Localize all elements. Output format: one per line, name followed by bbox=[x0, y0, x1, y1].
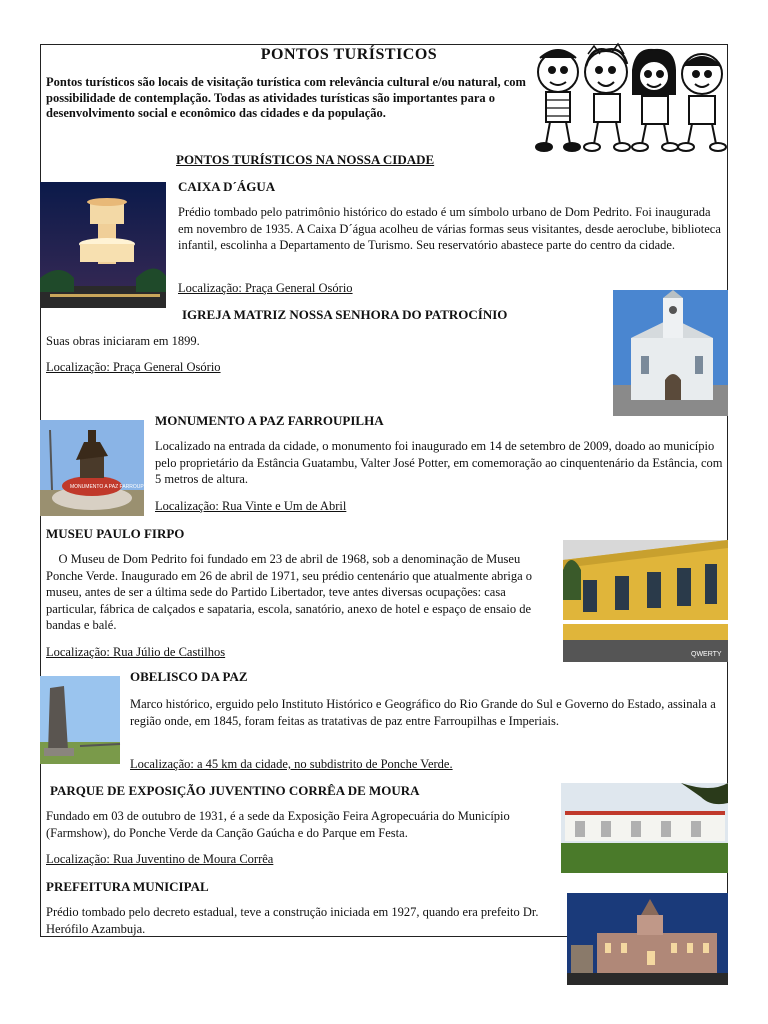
section-heading-parque: PARQUE DE EXPOSIÇÃO JUVENTINO CORRÊA DE MOURA bbox=[50, 783, 420, 798]
section-text-obelisco: Marco histórico, erguido pelo Instituto Histórico e Geográfico do Rio Grande do Sul e Governo do Estado, assinala a região onde, em 1845, foram feitas as tratativas de paz entre Farroupilhas e Imperiais. bbox=[130, 697, 716, 728]
section-heading-monumento: MONUMENTO A PAZ FARROUPILHA bbox=[155, 413, 384, 428]
caixa-dagua-photo bbox=[40, 182, 166, 308]
section-text-caixa-dagua: Prédio tombado pelo patrimônio histórico do estado é um símbolo urbano de Dom Pedrito. Foi inaugurada em novembro de 1935. A Caixa D´água acolheu de várias formas seus visitantes, desde aeroclube, biblioteca infantil, escolinha a Departamento de Turismo. Seu reservatório abastece parte do centro da cidade. bbox=[178, 205, 721, 252]
location-caixa-dagua: Localização: Praça General Osório bbox=[178, 281, 353, 295]
monument-plaque-text: MONUMENTO A PAZ FARROUPILHA bbox=[70, 484, 155, 490]
parque-photo bbox=[561, 783, 728, 873]
cartoon-kids-illustration bbox=[532, 44, 728, 156]
watermark-text: QWERTY bbox=[691, 651, 722, 658]
obelisco-photo bbox=[40, 676, 120, 764]
section-subtitle: PONTOS TURÍSTICOS NA NOSSA CIDADE bbox=[176, 152, 435, 167]
section-text-parque: Fundado em 03 de outubro de 1931, é a sede da Exposição Feira Agropecuária do Município (Farmshow), do Ponche Verde da Canção Gaúcha e do Parque em Festa. bbox=[46, 809, 510, 840]
monumento-photo bbox=[40, 420, 155, 516]
section-text-museu: O Museu de Dom Pedrito foi fundado em 23 de abril de 1968, sob a denominação de Museu Ponche Verde. Inaugurado em 26 de abril de 1971, seu prédio centenário que atualmente abriga o museu, antes de ser a última sede do Partido Libertador, teve antes diversas ocupações: casa particular, fábrica de calçados e sapataria, escola, sanatório, anexo de hotel e espaço de ensaio de bandas e balé. bbox=[46, 552, 536, 632]
location-museu: Localização: Rua Júlio de Castilhos bbox=[46, 645, 226, 659]
intro-paragraph: Pontos turísticos são locais de visitação turística com relevância cultural e/ou natural, com possibilidade de contemplação. Todas as atividades turísticas são importantes para o desenvolvimento social e econômico das cidades e da população. bbox=[46, 75, 526, 120]
section-text-prefeitura: Prédio tombado pelo decreto estadual, teve a construção iniciada em 1927, quando era prefeito Dr. Herófilo Azambuja. bbox=[46, 905, 539, 936]
museu-photo bbox=[563, 540, 728, 662]
section-heading-museu: MUSEU PAULO FIRPO bbox=[46, 526, 185, 541]
section-heading-prefeitura: PREFEITURA MUNICIPAL bbox=[46, 879, 209, 894]
location-igreja-matriz: Localização: Praça General Osório bbox=[46, 360, 221, 374]
section-heading-caixa-dagua: CAIXA D´ÁGUA bbox=[178, 179, 276, 194]
igreja-matriz-photo bbox=[613, 290, 728, 416]
section-heading-igreja-matriz: IGREJA MATRIZ NOSSA SENHORA DO PATROCÍNIO bbox=[182, 307, 508, 322]
section-heading-obelisco: OBELISCO DA PAZ bbox=[130, 669, 248, 684]
prefeitura-photo bbox=[567, 893, 728, 985]
location-parque: Localização: Rua Juventino de Moura Corrêa bbox=[46, 852, 274, 866]
section-text-monumento: Localizado na entrada da cidade, o monumento foi inaugurado em 14 de setembro de 2009, doado ao município pelo proprietário da Estância Guatambu, Valter José Potter, em comemoração ao cinquentenário da Estância, com 5 metros de altura. bbox=[155, 439, 723, 486]
location-obelisco: Localização: a 45 km da cidade, no subdistrito de Ponche Verde. bbox=[130, 757, 453, 771]
page-title: PONTOS TURÍSTICOS bbox=[260, 46, 438, 63]
section-text-igreja-matriz: Suas obras iniciaram em 1899. bbox=[46, 334, 200, 348]
location-monumento: Localização: Rua Vinte e Um de Abril bbox=[155, 499, 347, 513]
